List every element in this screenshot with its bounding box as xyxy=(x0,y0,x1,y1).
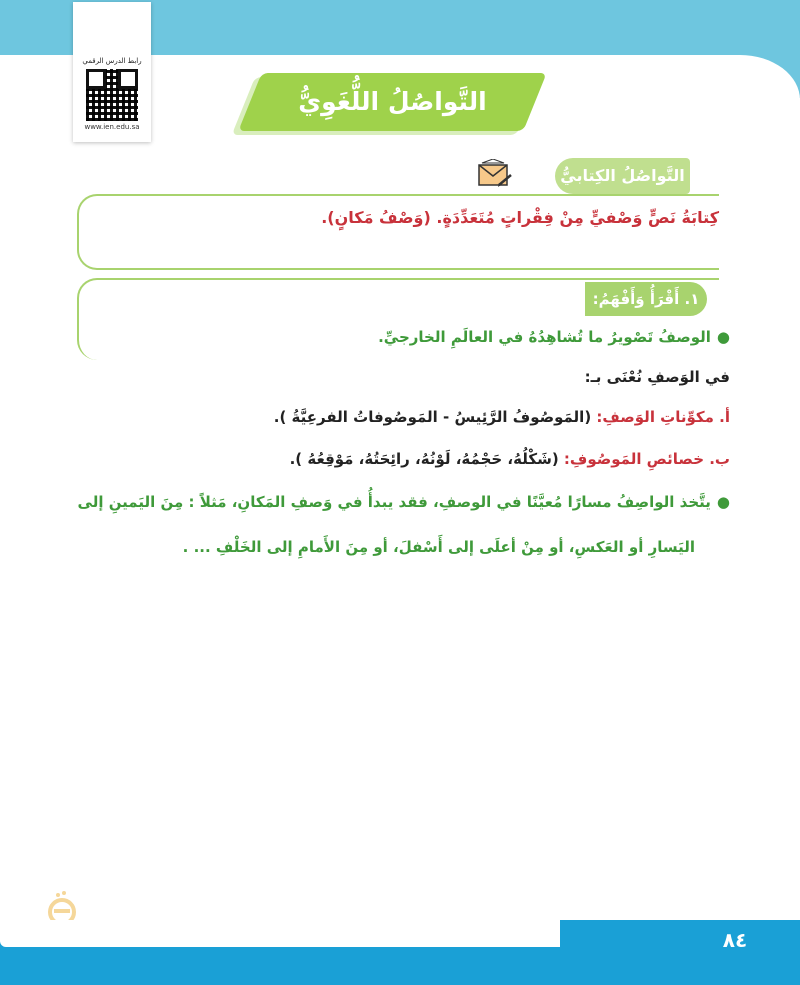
footer-band xyxy=(0,920,800,985)
qr-code-icon[interactable] xyxy=(86,69,138,121)
qr-card[interactable] xyxy=(73,2,151,142)
bullet-dot: ● xyxy=(716,328,730,346)
item-a-label: أ. مكوِّناتِ الوَصفِ: xyxy=(596,408,730,426)
bullet-2-line-2: اليَسارِ أو العَكسِ، أو مِنْ أعلَى إلى أَسْفلَ، أو مِنَ الأَمامِ إلى الخَلْفِ ... . xyxy=(182,538,695,556)
item-b-label: ب. خصائصِ المَوصُوفِ: xyxy=(563,450,730,468)
task-text: كِتابَةُ نَصٍّ وَصْفيٍّ مِنْ فِقْراتٍ مُتَعَدِّدَةٍ. (وَصْفُ مَكانٍ). xyxy=(321,208,719,227)
read-section-label: ١. أَقْرَأُ وَأَفْهَمُ: xyxy=(585,282,707,316)
bullet-1 xyxy=(378,328,730,346)
item-b xyxy=(290,450,730,468)
section-tab-label: التَّواصُلُ الكِتابيُّ xyxy=(560,166,685,185)
item-a xyxy=(274,408,730,426)
bullet-2-line-1: يتَّخذ الواصِفُ مسارًا مُعيَّنًا في الوصفِ، فقد يبدأُ في وَصفِ المَكانِ، مَثلاً : مِنَ اليَمينِ إلى xyxy=(77,493,711,511)
qr-url[interactable]: www.ien.edu.sa xyxy=(84,123,140,131)
item-b-value: (شَكْلُهُ، حَجْمُهُ، لَوْنُهُ، رائِحَتُهُ، مَوْقِعُهُ ). xyxy=(289,450,559,468)
intro-text: في الوَصفِ نُعْنَى بـ: xyxy=(584,368,730,386)
item-a-value: (المَوصُوفُ الرَّئِيسُ - المَوصُوفاتُ الفرعِيَّةُ ). xyxy=(273,408,592,426)
bullet-2 xyxy=(78,493,730,511)
page-title: التَّواصُلُ اللُّغَوِيُّ xyxy=(298,87,487,116)
task-box xyxy=(77,194,719,270)
envelope-pencil-icon xyxy=(477,159,513,189)
qr-title: رابط الدرس الرقمي xyxy=(82,57,142,65)
page-number: ٨٤ xyxy=(722,928,748,952)
bullet-1-text: الوصفُ تَصْويرُ ما تُشاهِدُهُ في العالَمِ الخارجيِّ. xyxy=(378,328,711,346)
bullet-dot: ● xyxy=(716,493,730,511)
section-tab xyxy=(555,158,690,194)
